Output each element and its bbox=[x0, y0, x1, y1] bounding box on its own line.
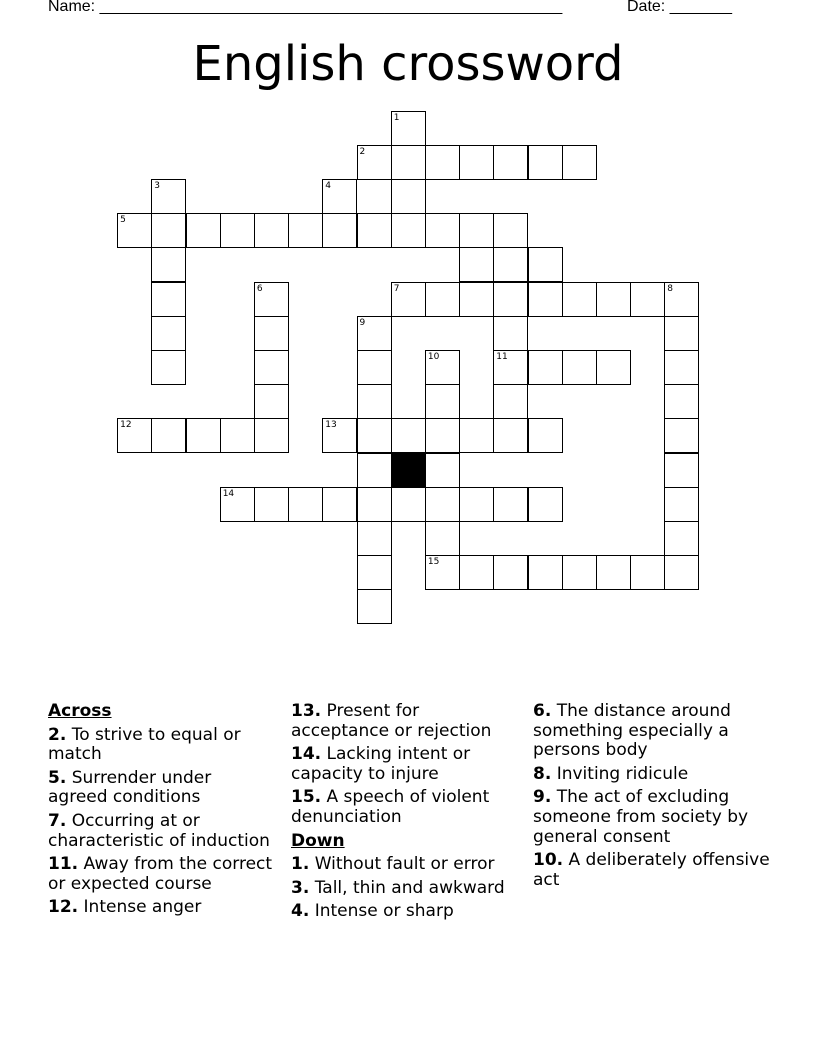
grid-cell[interactable] bbox=[391, 213, 426, 248]
grid-cell[interactable] bbox=[151, 418, 186, 453]
grid-cell[interactable] bbox=[391, 418, 426, 453]
grid-cell[interactable] bbox=[151, 179, 186, 214]
grid-cell[interactable] bbox=[254, 213, 289, 248]
grid-cell[interactable] bbox=[357, 145, 392, 180]
grid-cell[interactable] bbox=[630, 555, 665, 590]
grid-cell[interactable] bbox=[254, 350, 289, 385]
grid-cell[interactable] bbox=[493, 555, 528, 590]
clue-item-text: Occurring at or characteristic of induction bbox=[48, 810, 270, 851]
clue-item bbox=[48, 855, 274, 894]
grid-cell[interactable] bbox=[664, 282, 699, 317]
clue-item-number: 4. bbox=[291, 901, 310, 922]
grid-cell[interactable] bbox=[528, 145, 563, 180]
clue-item-number: 12. bbox=[48, 897, 79, 918]
grid-cell[interactable] bbox=[322, 418, 357, 453]
down-heading: Down bbox=[291, 830, 345, 851]
clue-item bbox=[291, 788, 517, 827]
clue-item-text: Intense anger bbox=[78, 897, 202, 918]
grid-cell[interactable] bbox=[391, 179, 426, 214]
clue-item-number: 9. bbox=[533, 787, 552, 808]
grid-cell[interactable] bbox=[288, 213, 323, 248]
grid-cell[interactable] bbox=[425, 555, 460, 590]
grid-cell[interactable] bbox=[596, 282, 631, 317]
clue-number: 8 bbox=[667, 283, 674, 294]
grid-cell[interactable] bbox=[664, 316, 699, 351]
grid-cell[interactable] bbox=[254, 487, 289, 522]
grid-cell[interactable] bbox=[151, 316, 186, 351]
grid-cell[interactable] bbox=[562, 282, 597, 317]
grid-cell[interactable] bbox=[254, 384, 289, 419]
grid-cell[interactable] bbox=[151, 350, 186, 385]
clue-number: 2 bbox=[359, 146, 366, 157]
grid-cell[interactable] bbox=[357, 350, 392, 385]
clue-item bbox=[291, 702, 517, 741]
grid-cell[interactable] bbox=[357, 487, 392, 522]
clue-number: 1 bbox=[393, 112, 400, 123]
name-field[interactable]: Name: ____________________________________________________ bbox=[48, 0, 563, 15]
grid-cell[interactable] bbox=[425, 487, 460, 522]
clue-number: 6 bbox=[256, 283, 263, 294]
grid-cell[interactable] bbox=[151, 213, 186, 248]
grid-cell[interactable] bbox=[425, 213, 460, 248]
clue-item-text: A deliberately offensive act bbox=[533, 850, 770, 890]
clue-item-text: To strive to equal or match bbox=[48, 724, 241, 765]
clue-number: 15 bbox=[427, 557, 440, 568]
grid-cell[interactable] bbox=[391, 111, 426, 146]
grid-cell[interactable] bbox=[664, 521, 699, 556]
grid-cell[interactable] bbox=[357, 384, 392, 419]
grid-cell[interactable] bbox=[117, 418, 152, 453]
clue-number: 11 bbox=[496, 351, 508, 362]
grid-cell[interactable] bbox=[493, 384, 528, 419]
grid-cell[interactable] bbox=[459, 282, 494, 317]
grid-cell[interactable] bbox=[493, 316, 528, 351]
clue-number: 3 bbox=[154, 180, 161, 191]
grid-cell[interactable] bbox=[117, 213, 152, 248]
clue-number: 5 bbox=[120, 215, 126, 226]
grid-cell[interactable] bbox=[562, 350, 597, 385]
clue-number: 4 bbox=[325, 180, 332, 191]
clue-item-text: Lacking intent or capacity to injure bbox=[291, 744, 471, 784]
clue-item-number: 6. bbox=[533, 701, 552, 721]
grid-cell[interactable] bbox=[562, 145, 597, 180]
grid-cell[interactable] bbox=[254, 282, 289, 317]
grid-cell[interactable] bbox=[493, 213, 528, 248]
grid-cell[interactable] bbox=[220, 487, 255, 522]
clue-item-text: The distance around something especially a persons body bbox=[533, 701, 731, 761]
clue-item-number: 2. bbox=[48, 724, 67, 745]
clue-item-number: 5. bbox=[48, 767, 67, 788]
grid-cell[interactable] bbox=[357, 521, 392, 556]
grid-cell[interactable] bbox=[528, 282, 563, 317]
clue-item bbox=[533, 788, 773, 847]
grid-cell[interactable] bbox=[596, 350, 631, 385]
clue-item-text: Tall, thin and awkward bbox=[309, 877, 505, 898]
clue-item bbox=[291, 745, 517, 784]
grid-cell[interactable] bbox=[664, 418, 699, 453]
grid-cell[interactable] bbox=[357, 213, 392, 248]
grid-cell[interactable] bbox=[562, 555, 597, 590]
clue-item-number: 8. bbox=[533, 763, 552, 784]
grid-cell[interactable] bbox=[630, 282, 665, 317]
grid-cell[interactable] bbox=[493, 247, 528, 282]
grid-cell[interactable] bbox=[459, 213, 494, 248]
grid-cell[interactable] bbox=[425, 350, 460, 385]
clue-item-text: Away from the correct or expected course bbox=[48, 854, 273, 894]
clue-item-text: Present for acceptance or rejection bbox=[291, 701, 492, 741]
clue-number: 10 bbox=[427, 351, 440, 362]
clue-item bbox=[291, 879, 517, 899]
grid-cell[interactable] bbox=[220, 213, 255, 248]
grid-cell[interactable] bbox=[357, 418, 392, 453]
grid-cell[interactable] bbox=[425, 282, 460, 317]
clue-item-text: A speech of violent denunciation bbox=[291, 787, 490, 827]
clue-item bbox=[533, 765, 773, 785]
clue-item-text: Inviting ridicule bbox=[551, 763, 689, 784]
clue-item-number: 15. bbox=[291, 787, 322, 808]
grid-cell[interactable] bbox=[322, 487, 357, 522]
grid-cell[interactable] bbox=[151, 247, 186, 282]
grid-cell[interactable] bbox=[357, 316, 392, 351]
clue-item bbox=[48, 812, 274, 851]
grid-cell[interactable] bbox=[322, 179, 357, 214]
clue-item-number: 1. bbox=[291, 854, 310, 875]
clue-item-number: 7. bbox=[48, 810, 67, 831]
clue-item-number: 14. bbox=[291, 744, 322, 765]
clue-item-number: 11. bbox=[48, 854, 79, 875]
grid-cell[interactable] bbox=[425, 453, 460, 488]
grid-cell[interactable] bbox=[528, 555, 563, 590]
clues-column-1 bbox=[48, 702, 274, 922]
grid-cell[interactable] bbox=[459, 418, 494, 453]
grid-cell[interactable] bbox=[664, 487, 699, 522]
grid-cell[interactable] bbox=[391, 145, 426, 180]
grid-cell[interactable] bbox=[254, 418, 289, 453]
grid-cell[interactable] bbox=[493, 145, 528, 180]
grid-cell[interactable] bbox=[322, 213, 357, 248]
clue-number: 7 bbox=[393, 283, 400, 294]
grid-cell[interactable] bbox=[391, 282, 426, 317]
clue-item-text: Intense or sharp bbox=[309, 901, 454, 922]
grid-cell[interactable] bbox=[459, 487, 494, 522]
grid-cell[interactable] bbox=[459, 247, 494, 282]
grid-cell[interactable] bbox=[425, 418, 460, 453]
grid-cell[interactable] bbox=[459, 555, 494, 590]
grid-cell[interactable] bbox=[357, 589, 392, 624]
clues-column-2 bbox=[291, 702, 517, 926]
clue-item bbox=[48, 726, 274, 765]
grid-cell[interactable] bbox=[459, 145, 494, 180]
grid-cell[interactable] bbox=[493, 350, 528, 385]
grid-cell[interactable] bbox=[391, 487, 426, 522]
grid-cell[interactable] bbox=[425, 521, 460, 556]
black-square bbox=[391, 453, 426, 488]
clue-item-text: Surrender under agreed conditions bbox=[48, 767, 212, 808]
grid-cell[interactable] bbox=[664, 384, 699, 419]
clue-number: 14 bbox=[222, 488, 235, 499]
clue-number: 9 bbox=[359, 317, 366, 328]
across-heading: Across bbox=[48, 701, 112, 721]
grid-cell[interactable] bbox=[357, 555, 392, 590]
grid-cell[interactable] bbox=[528, 350, 563, 385]
grid-cell[interactable] bbox=[151, 282, 186, 317]
grid-cell[interactable] bbox=[528, 247, 563, 282]
page-title: English crossword bbox=[192, 36, 624, 92]
grid-cell[interactable] bbox=[664, 350, 699, 385]
clue-item-number: 10. bbox=[533, 850, 564, 871]
grid-cell[interactable] bbox=[186, 213, 221, 248]
clue-item-text: Without fault or error bbox=[309, 854, 495, 875]
grid-cell[interactable] bbox=[664, 453, 699, 488]
grid-cell[interactable] bbox=[493, 418, 528, 453]
grid-cell[interactable] bbox=[288, 487, 323, 522]
grid-cell[interactable] bbox=[596, 555, 631, 590]
clue-item bbox=[533, 851, 773, 890]
grid-cell[interactable] bbox=[493, 282, 528, 317]
grid-cell[interactable] bbox=[357, 453, 392, 488]
grid-cell[interactable] bbox=[528, 487, 563, 522]
clue-number: 13 bbox=[325, 420, 337, 431]
grid-cell[interactable] bbox=[425, 384, 460, 419]
grid-cell[interactable] bbox=[220, 418, 255, 453]
grid-cell[interactable] bbox=[186, 418, 221, 453]
grid-cell[interactable] bbox=[493, 487, 528, 522]
clue-item bbox=[48, 769, 274, 808]
clues-column-3 bbox=[533, 702, 773, 894]
grid-cell[interactable] bbox=[254, 316, 289, 351]
grid-cell[interactable] bbox=[425, 145, 460, 180]
clue-item bbox=[291, 855, 517, 875]
clue-item-text: The act of excluding someone from society by general consent bbox=[533, 787, 749, 847]
grid-cell[interactable] bbox=[528, 418, 563, 453]
date-field[interactable]: Date: _______ bbox=[627, 0, 732, 15]
clue-item bbox=[291, 902, 517, 922]
clue-item-number: 3. bbox=[291, 877, 310, 898]
clue-number: 12 bbox=[120, 420, 132, 431]
clue-item bbox=[48, 898, 274, 918]
clue-item bbox=[533, 702, 773, 761]
grid-cell[interactable] bbox=[664, 555, 699, 590]
clue-item-number: 13. bbox=[291, 701, 322, 721]
